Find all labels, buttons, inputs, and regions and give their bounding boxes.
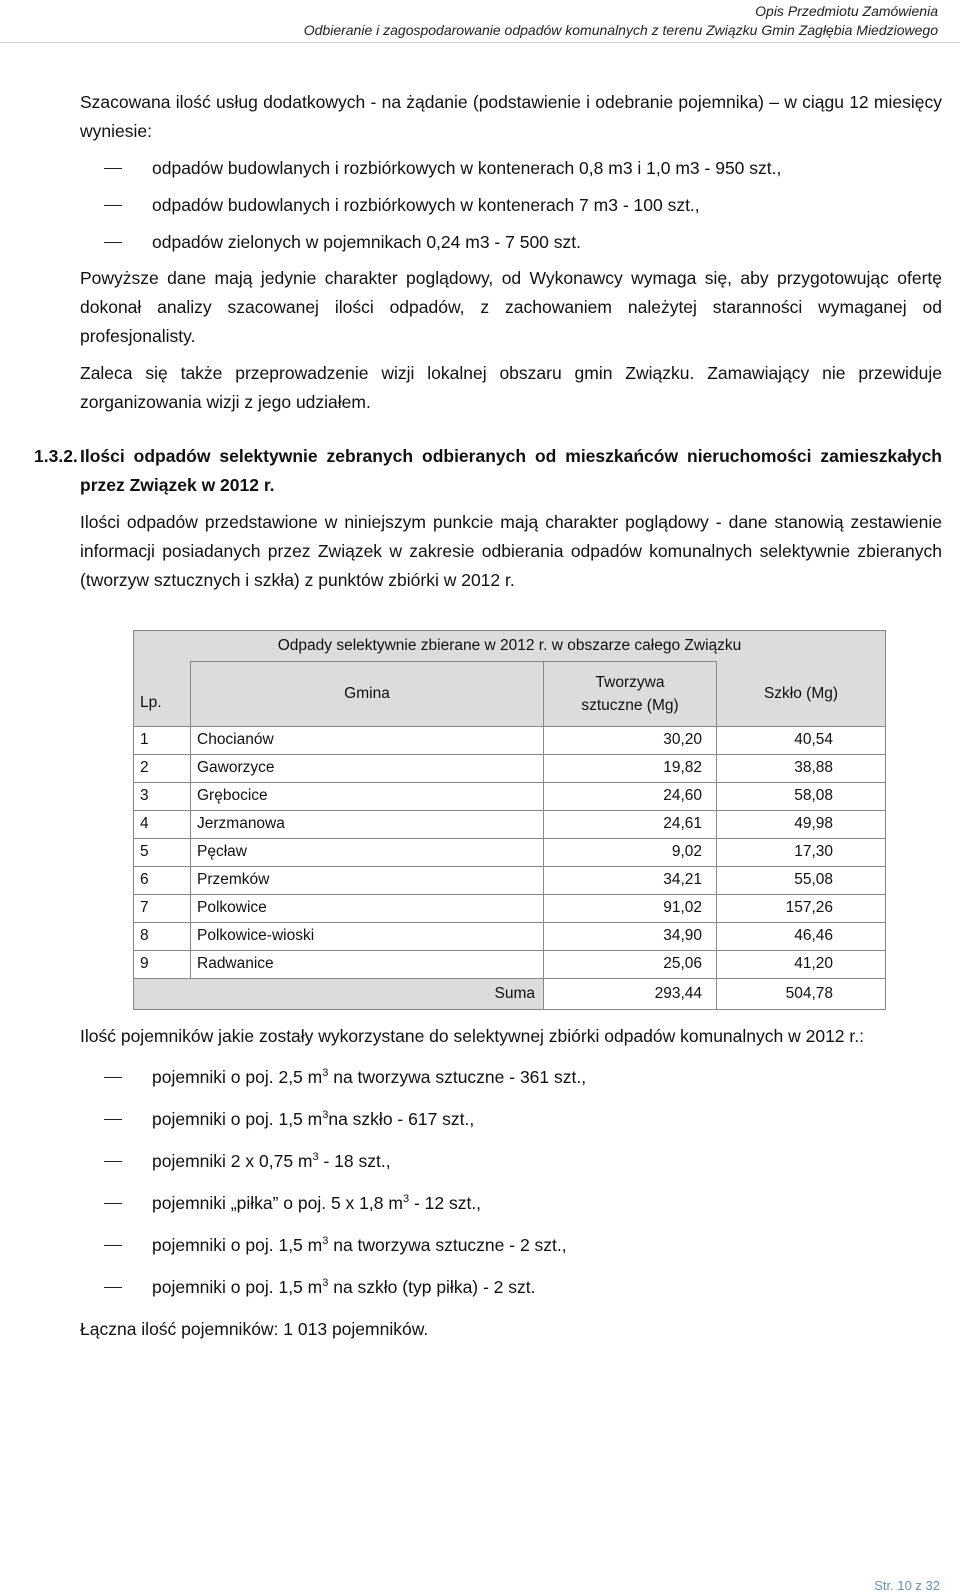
row-szklo: 58,08 (717, 782, 886, 810)
row-tworzywa: 24,61 (544, 810, 717, 838)
dash-bullet (104, 1287, 122, 1288)
table-row (134, 922, 886, 950)
dash-bullet (104, 242, 122, 243)
row-gmina: Chocianów (191, 726, 544, 754)
row-szklo: 157,26 (717, 894, 886, 922)
row-tworzywa: 9,02 (544, 838, 717, 866)
col-szklo-header: Szkło (Mg) (717, 662, 886, 727)
dash-bullet (104, 205, 122, 206)
table-caption: Odpady selektywnie zbierane w 2012 r. w obszarze całego Związku (134, 631, 886, 662)
list-item: pojemniki o poj. 2,5 $m^3$ na tworzywa sztuczne - 361 szt., (80, 1063, 942, 1092)
row-szklo: 49,98 (717, 810, 886, 838)
row-tworzywa: 34,21 (544, 866, 717, 894)
containers-paragraph: Ilość pojemników jakie zostały wykorzystane do selektywnej zbiórki odpadów komunalnych w 2012 r.: (80, 1026, 864, 1046)
containers-total: Łączna ilość pojemników: 1 013 pojemników. (80, 1319, 429, 1339)
table-row (134, 810, 886, 838)
table-row (134, 950, 886, 978)
section-paragraph: Ilości odpadów przedstawione w niniejszym punkcie mają charakter poglądowy - dane stanowią zestawienie informacji posiadanych przez Związek w zakresie odbierania odpadów komunalnych selektywnie zbieranych (tworzyw sztucznych i szkła) z punktów zbiórki w 2012 r. (80, 512, 942, 590)
dash-bullet (104, 1203, 122, 1204)
section-body (80, 508, 942, 595)
services-list (80, 154, 942, 257)
list-item: odpadów budowlanych i rozbiórkowych w kontenerach 0,8 m3 i 1,0 m3 - 950 szt., (80, 154, 942, 183)
section-heading (34, 442, 942, 500)
table-sum-row (134, 978, 886, 1009)
row-lp: 8 (134, 922, 191, 950)
table-row (134, 866, 886, 894)
row-tworzywa: 19,82 (544, 754, 717, 782)
row-tworzywa: 91,02 (544, 894, 717, 922)
list-item: pojemniki 2 x 0,75 $m^3 - 18$ szt., (80, 1147, 942, 1176)
row-lp: 5 (134, 838, 191, 866)
table-row (134, 726, 886, 754)
row-lp: 4 (134, 810, 191, 838)
row-lp: 2 (134, 754, 191, 782)
section-title: Ilości odpadów selektywnie zebranych odbieranych od mieszkańców nieruchomości zamieszkałych przez Związek w 2012 r. (80, 446, 942, 495)
row-tworzywa: 25,06 (544, 950, 717, 978)
page-header (0, 0, 960, 43)
dash-bullet (104, 1119, 122, 1120)
row-gmina: Polkowice-wioski (191, 922, 544, 950)
row-lp: 3 (134, 782, 191, 810)
row-gmina: Przemków (191, 866, 544, 894)
row-lp: 7 (134, 894, 191, 922)
containers-section (80, 1022, 942, 1344)
row-lp: 1 (134, 726, 191, 754)
intro-paragraph: Szacowana ilość usług dodatkowych - na żądanie (podstawienie i odebranie pojemnika) – w ciągu 12 miesięcy wyniesie: (80, 92, 942, 141)
list-item: pojemniki „piłka” o poj. 5 x 1,8 $m^3 - 12$ szt., (80, 1189, 942, 1218)
site-visit-paragraph: Zaleca się także przeprowadzenie wizji lokalnej obszaru gmin Związku. Zamawiający nie przewiduje zorganizowania wizji z jego udziałem. (80, 363, 942, 412)
dash-bullet (104, 1077, 122, 1078)
row-tworzywa: 24,60 (544, 782, 717, 810)
col-gmina-header: Gmina (191, 662, 544, 727)
header-title: Opis Przedmiotu Zamówienia (755, 3, 938, 19)
section-number: 1.3.2. (34, 446, 78, 466)
table-body (134, 726, 886, 978)
list-item: pojemniki o poj. 1,5 $m^3$ na tworzywa sztuczne - 2 szt., (80, 1231, 942, 1260)
table-row (134, 894, 886, 922)
sum-tworzywa: 293,44 (544, 978, 717, 1009)
header-subtitle: Odbieranie i zagospodarowanie odpadów komunalnych z terenu Związku Gmin Zagłębia Miedziowego (303, 22, 938, 38)
row-gmina: Gaworzyce (191, 754, 544, 782)
list-item: odpadów zielonych w pojemnikach 0,24 m3 - 7 500 szt. (80, 228, 942, 257)
row-tworzywa: 30,20 (544, 726, 717, 754)
dash-bullet (104, 1245, 122, 1246)
row-szklo: 38,88 (717, 754, 886, 782)
intro-section (80, 88, 942, 417)
list-item: pojemniki o poj. 1,5 $m^3na$ szkło - 617 szt., (80, 1105, 942, 1134)
row-szklo: 40,54 (717, 726, 886, 754)
row-gmina: Grębocice (191, 782, 544, 810)
table-row (134, 782, 886, 810)
row-gmina: Polkowice (191, 894, 544, 922)
sum-szklo: 504,78 (717, 978, 886, 1009)
row-lp: 9 (134, 950, 191, 978)
table-row (134, 838, 886, 866)
list-item: pojemniki o poj. 1,5 $m^3$ na szkło (typ piłka) - 2 szt. (80, 1273, 942, 1302)
table-caption-row (134, 631, 886, 662)
dash-bullet (104, 168, 122, 169)
row-szklo: 17,30 (717, 838, 886, 866)
row-gmina: Radwanice (191, 950, 544, 978)
table-row (134, 754, 886, 782)
page-number: Str. 10 z 32 (874, 1578, 940, 1593)
containers-list (80, 1063, 942, 1302)
waste-table (133, 630, 886, 1010)
col-lp-header: Lp. (134, 662, 191, 727)
disclaimer-paragraph: Powyższe dane mają jedynie charakter poglądowy, od Wykonawcy wymaga się, aby przygotowując ofertę dokonał analizy szacowanej ilości odpadów, z zachowaniem należytej staranności wymaganej od profesjonalisty. (80, 268, 942, 346)
row-szklo: 41,20 (717, 950, 886, 978)
sum-label: Suma (134, 978, 544, 1009)
row-szklo: 46,46 (717, 922, 886, 950)
dash-bullet (104, 1161, 122, 1162)
row-szklo: 55,08 (717, 866, 886, 894)
list-item: odpadów budowlanych i rozbiórkowych w kontenerach 7 m3 - 100 szt., (80, 191, 942, 220)
col-tworzywa-header: Tworzywa sztuczne (Mg) (544, 662, 717, 727)
row-gmina: Jerzmanowa (191, 810, 544, 838)
row-lp: 6 (134, 866, 191, 894)
row-tworzywa: 34,90 (544, 922, 717, 950)
row-gmina: Pęcław (191, 838, 544, 866)
table-header-row (134, 662, 886, 727)
